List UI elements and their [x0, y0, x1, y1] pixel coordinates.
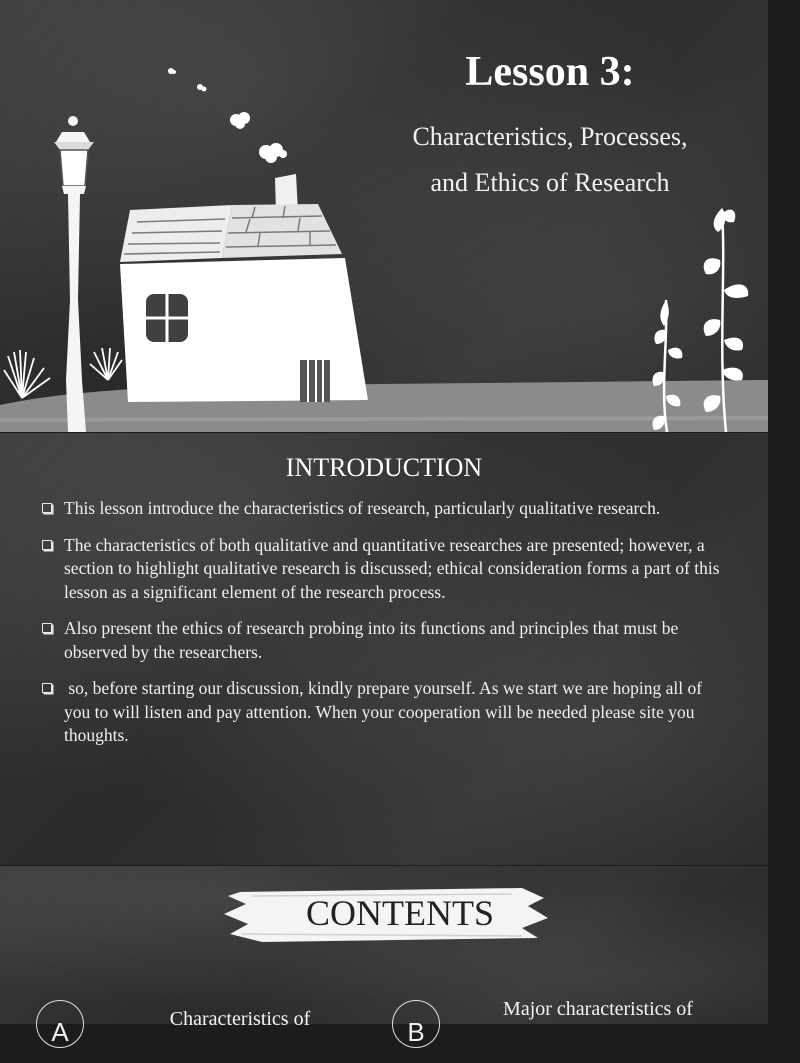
- bullet-text: The characteristics of both qualitative and quantitative researches are presented; however, a section to highlight qualitative research is discussed; ethical consideration forms a part of this lesson as a significant element of the research process.: [64, 534, 720, 602]
- bullet-text: Also present the ethics of research probing into its functions and principles that must be observed by the researchers.: [64, 618, 679, 662]
- checkbox-bullet-icon: [42, 503, 52, 513]
- checkbox-bullet-icon: [42, 623, 52, 633]
- list-item: [40, 677, 730, 748]
- item-text-b: Major characteristics of: [503, 998, 693, 1020]
- checkbox-bullet-icon: [42, 683, 52, 693]
- introduction-heading: INTRODUCTION: [285, 453, 483, 482]
- smoke-icon: [168, 68, 287, 163]
- lamp-post-icon: [54, 116, 94, 432]
- slide-contents: [0, 866, 768, 1047]
- list-item: [40, 497, 730, 521]
- subtitle-line-1: Characteristics, Processes,: [412, 122, 688, 151]
- list-item: [40, 617, 730, 664]
- slide-title: [0, 0, 768, 432]
- contents-heading: CONTENTS: [306, 893, 494, 933]
- item-letter-a: A: [36, 1000, 84, 1048]
- subtitle-line-2: and Ethics of Research: [430, 168, 670, 197]
- house-icon: [120, 204, 368, 402]
- lesson-subtitle: [370, 114, 730, 206]
- introduction-list: [40, 497, 730, 761]
- item-letter-b: B: [392, 1000, 440, 1048]
- list-item: [40, 534, 730, 605]
- bullet-text: This lesson introduce the characteristics of research, particularly qualitative research.: [64, 498, 661, 518]
- ground-texture: [0, 418, 768, 420]
- item-text-a: Characteristics of: [169, 1008, 311, 1030]
- slide-introduction: [0, 433, 768, 865]
- grass-icon: [4, 348, 122, 398]
- bullet-text: so, before starting our discussion, kindly prepare yourself. As we start we are hoping all of you to will listen and pay attention. When your cooperation will be needed please site you thoughts.: [64, 678, 711, 745]
- checkbox-bullet-icon: [42, 540, 52, 550]
- lesson-title: Lesson 3:: [465, 49, 635, 95]
